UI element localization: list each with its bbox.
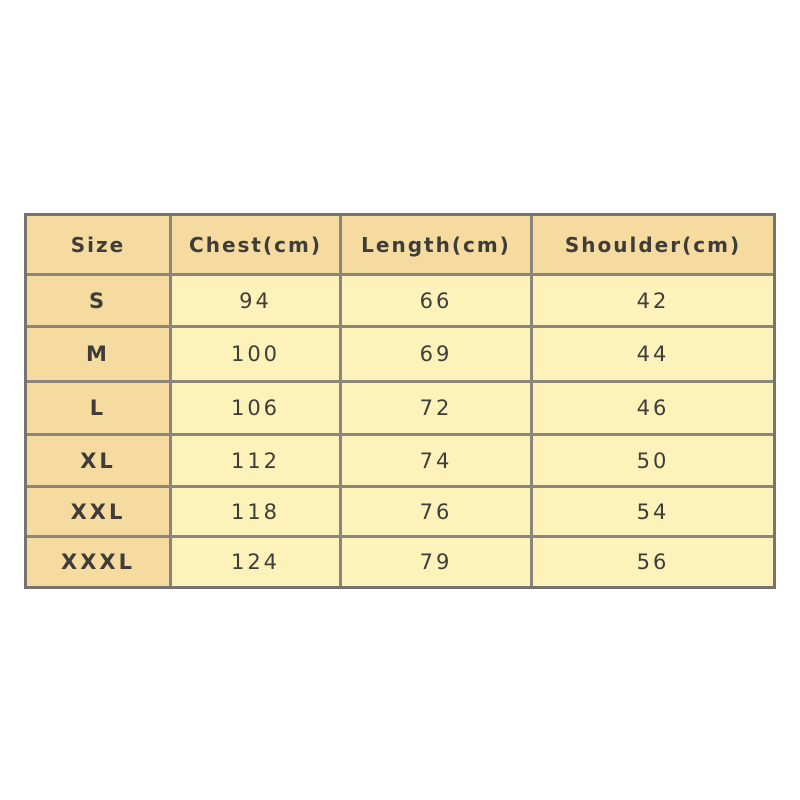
length-cell: 69 xyxy=(342,328,533,383)
shoulder-cell: 46 xyxy=(533,383,773,436)
shoulder-cell: 50 xyxy=(533,436,773,488)
header-shoulder: Shoulder(cm) xyxy=(533,216,773,276)
chest-cell: 100 xyxy=(172,328,342,383)
chest-cell: 112 xyxy=(172,436,342,488)
shoulder-cell: 56 xyxy=(533,538,773,586)
shoulder-cell: 44 xyxy=(533,328,773,383)
size-cell: M xyxy=(27,328,172,383)
shoulder-cell: 42 xyxy=(533,276,773,328)
length-cell: 76 xyxy=(342,488,533,538)
size-chart-table xyxy=(24,213,776,589)
size-cell: XXL xyxy=(27,488,172,538)
length-cell: 79 xyxy=(342,538,533,586)
chest-cell: 124 xyxy=(172,538,342,586)
size-cell: XL xyxy=(27,436,172,488)
header-length: Length(cm) xyxy=(342,216,533,276)
length-cell: 74 xyxy=(342,436,533,488)
chest-cell: 118 xyxy=(172,488,342,538)
shoulder-cell: 54 xyxy=(533,488,773,538)
header-size: Size xyxy=(27,216,172,276)
length-cell: 66 xyxy=(342,276,533,328)
header-chest: Chest(cm) xyxy=(172,216,342,276)
chest-cell: 94 xyxy=(172,276,342,328)
size-cell: S xyxy=(27,276,172,328)
size-cell: L xyxy=(27,383,172,436)
chest-cell: 106 xyxy=(172,383,342,436)
size-cell: XXXL xyxy=(27,538,172,586)
length-cell: 72 xyxy=(342,383,533,436)
